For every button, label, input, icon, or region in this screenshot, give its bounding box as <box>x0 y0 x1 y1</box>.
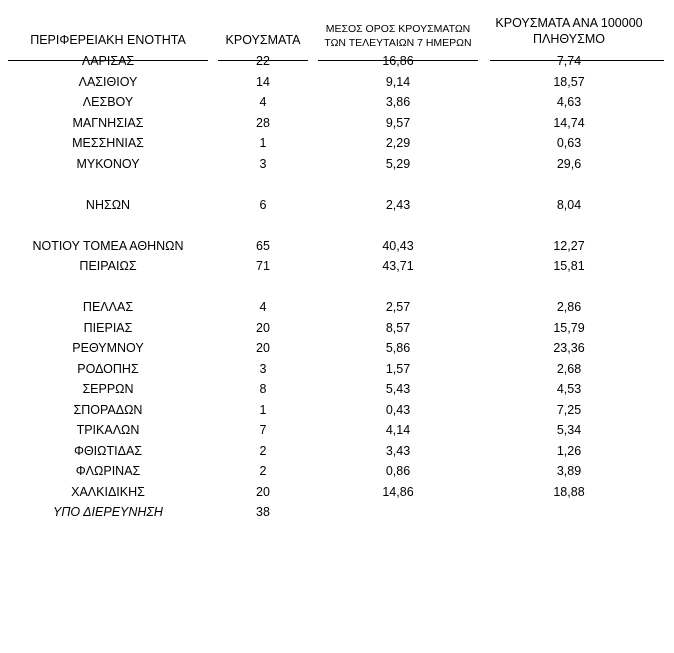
table-row <box>0 196 674 217</box>
table-row <box>0 401 674 422</box>
region-cell: ΣΕΡΡΩΝ <box>82 382 134 396</box>
cases-cell: 2 <box>259 443 267 458</box>
cases-cell: 3 <box>259 361 267 376</box>
row-spacer <box>0 175 674 196</box>
average-cell: 43,71 <box>382 259 414 273</box>
per-100000-cell: 15,79 <box>553 320 585 335</box>
average-cell: 0,43 <box>385 402 411 417</box>
cases-cell: 3 <box>259 156 267 171</box>
table-row <box>0 298 674 319</box>
per-100000-cell: 0,63 <box>556 136 582 150</box>
region-cell: ΛΑΣΙΘΙΟΥ <box>78 74 138 89</box>
average-cell: 0,86 <box>385 464 411 478</box>
header-7day-average-line1: ΜΕΣΟΣ ΟΡΟΣ ΚΡΟΥΣΜΑΤΩΝ <box>325 23 471 35</box>
average-cell: 2,57 <box>385 300 411 314</box>
region-cell: ΦΛΩΡΙΝΑΣ <box>75 464 141 478</box>
header-cases-per-100000-line1: ΚΡΟΥΣΜΑΤΑ ΑΝΑ 100000 <box>495 16 643 30</box>
cases-cell: 20 <box>256 341 270 355</box>
cases-cell: 1 <box>259 402 267 417</box>
cases-cell: 8 <box>259 382 267 396</box>
cases-cell: 20 <box>256 484 270 499</box>
table-row <box>0 483 674 504</box>
cases-cell: 4 <box>259 300 267 314</box>
per-100000-cell: 8,04 <box>556 197 582 212</box>
cases-cell: 2 <box>259 464 267 478</box>
per-100000-cell: 15,81 <box>553 259 585 273</box>
per-100000-cell: 7,25 <box>556 402 582 417</box>
table-body <box>0 52 674 524</box>
region-cell: ΤΡΙΚΑΛΩΝ <box>76 423 140 437</box>
average-cell: 1,57 <box>385 361 411 376</box>
per-100000-cell: 12,27 <box>553 238 585 253</box>
average-cell: 9,57 <box>385 115 411 130</box>
per-100000-cell: 2,68 <box>556 361 582 376</box>
average-cell: 16,86 <box>382 54 414 68</box>
cases-cell: 20 <box>256 320 270 335</box>
region-cell-under-investigation: ΥΠΟ ΔΙΕΡΕΥΝΗΣΗ <box>53 505 163 519</box>
cases-cell: 22 <box>256 54 270 68</box>
per-100000-cell: 4,63 <box>556 95 582 109</box>
table-row <box>0 339 674 360</box>
table-row <box>0 52 674 73</box>
average-cell: 4,14 <box>385 423 411 437</box>
table-row <box>0 93 674 114</box>
average-cell: 5,29 <box>385 156 411 171</box>
cases-cell: 65 <box>256 238 270 253</box>
region-cell: ΠΙΕΡΙΑΣ <box>83 320 133 335</box>
table-header <box>0 14 674 52</box>
region-cell: ΜΕΣΣΗΝΙΑΣ <box>72 136 144 150</box>
region-cell: ΛΑΡΙΣΑΣ <box>81 54 135 68</box>
per-100000-cell: 14,74 <box>553 115 585 130</box>
header-cases: ΚΡΟΥΣΜΑΤΑ <box>225 33 301 47</box>
table-row <box>0 421 674 442</box>
header-7day-average-line2: ΤΩΝ ΤΕΛΕΥΤΑΙΩΝ 7 ΗΜΕΡΩΝ <box>324 37 472 49</box>
per-100000-cell: 18,88 <box>553 484 585 499</box>
region-cell: ΦΘΙΩΤΙΔΑΣ <box>73 443 143 458</box>
table-row <box>0 73 674 94</box>
table-row <box>0 257 674 278</box>
table-row <box>0 380 674 401</box>
region-cell: ΡΕΘΥΜΝΟΥ <box>72 341 144 355</box>
per-100000-cell: 18,57 <box>553 74 585 89</box>
table-row <box>0 442 674 463</box>
region-cell: ΧΑΛΚΙΔΙΚΗΣ <box>71 484 145 499</box>
region-cell: ΜΥΚΟΝΟΥ <box>76 156 140 171</box>
region-cell: ΝΗΣΩΝ <box>85 197 131 212</box>
region-cell: ΡΟΔΟΠΗΣ <box>77 361 139 376</box>
per-100000-cell: 4,53 <box>556 382 582 396</box>
average-cell: 3,43 <box>385 443 411 458</box>
region-cell: ΜΑΓΝΗΣΙΑΣ <box>72 115 144 130</box>
average-cell: 5,86 <box>385 341 411 355</box>
header-region: ΠΕΡΙΦΕΡΕΙΑΚΗ ΕΝΟΤΗΤΑ <box>30 33 186 47</box>
region-cell: ΠΕΛΛΑΣ <box>82 300 134 314</box>
header-cases-per-100000-line2: ΠΛΗΘΥΣΜΟ <box>533 32 605 46</box>
table-row <box>0 114 674 135</box>
cases-cell: 6 <box>259 197 267 212</box>
table-row <box>0 462 674 483</box>
table-row <box>0 319 674 340</box>
cases-cell: 1 <box>259 136 267 150</box>
average-cell: 9,14 <box>385 74 411 89</box>
row-spacer <box>0 278 674 299</box>
cases-cell: 71 <box>256 259 270 273</box>
average-cell: 8,57 <box>385 320 411 335</box>
per-100000-cell: 7,74 <box>556 54 582 68</box>
region-cell: ΛΕΣΒΟΥ <box>82 95 134 109</box>
table-row <box>0 155 674 176</box>
per-100000-cell: 23,36 <box>553 341 585 355</box>
average-cell: 3,86 <box>385 95 411 109</box>
table-row <box>0 503 674 524</box>
per-100000-cell: 29,6 <box>556 156 582 171</box>
table-row <box>0 134 674 155</box>
average-cell: 40,43 <box>382 238 414 253</box>
average-cell: 5,43 <box>385 382 411 396</box>
header-7day-average <box>313 22 483 50</box>
table-row <box>0 360 674 381</box>
cases-cell: 14 <box>256 74 270 89</box>
average-cell: 2,29 <box>385 136 411 150</box>
row-spacer <box>0 216 674 237</box>
cases-cell: 4 <box>259 95 267 109</box>
per-100000-cell: 2,86 <box>556 300 582 314</box>
average-cell: 14,86 <box>382 484 414 499</box>
per-100000-cell: 1,26 <box>556 443 582 458</box>
region-cell: ΣΠΟΡΑΔΩΝ <box>73 402 143 417</box>
header-cases-per-100000 <box>485 15 653 47</box>
region-cell: ΠΕΙΡΑΙΩΣ <box>79 259 137 273</box>
table-row <box>0 237 674 258</box>
region-cell: ΝΟΤΙΟΥ ΤΟΜΕΑ ΑΘΗΝΩΝ <box>32 238 184 253</box>
average-cell: 2,43 <box>385 197 411 212</box>
cases-cell: 38 <box>256 505 270 519</box>
cases-cell: 7 <box>259 423 267 437</box>
cases-cell: 28 <box>256 115 270 130</box>
per-100000-cell: 3,89 <box>556 464 582 478</box>
per-100000-cell: 5,34 <box>556 423 582 437</box>
